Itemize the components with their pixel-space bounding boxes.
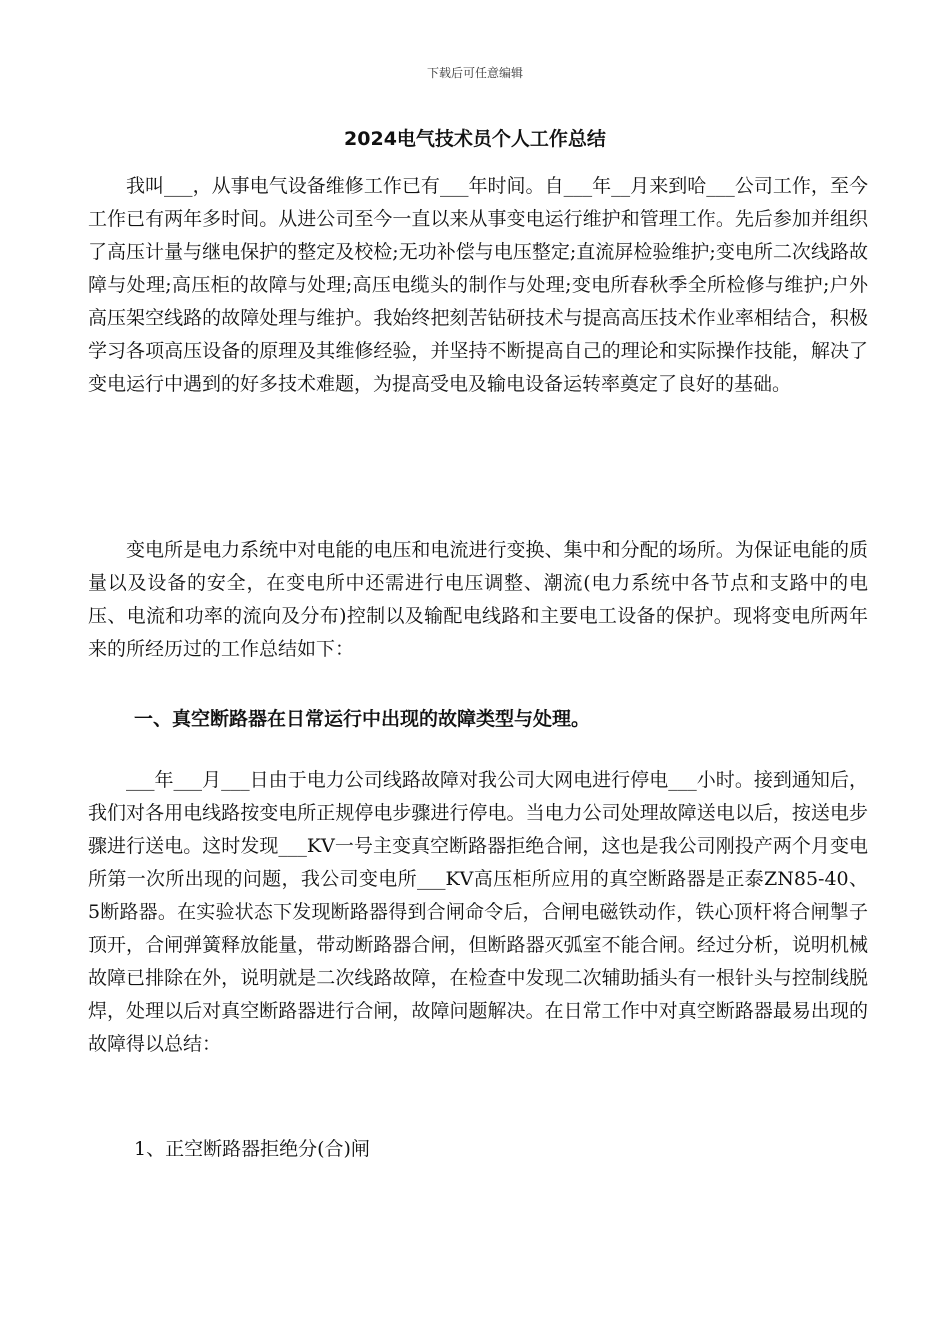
paragraph-substation: 变电所是电力系统中对电能的电压和电流进行变换、集中和分配的场所。为保证电能的质量以及设备的安全，在变电所中还需进行电压调整、潮流(电力系统中各节点和支路中的电压、电流和功率的流向及分布)控制以及输配电线路和主要电工设备的保护。现将变电所两年来的所经历过的工作总结如下： <box>88 539 868 660</box>
section-heading: 一、真空断路器在日常运行中出现的故障类型与处理。 <box>134 708 591 730</box>
paragraph-intro: 我叫___，从事电气设备维修工作已有___年时间。自___年__月来到哈___公司工作，至今工作已有两年多时间。从进公司至今一直以来从事变电运行维护和管理工作。先后参加并组织了高压计量与继电保护的整定及校检;无功补偿与电压整定;直流屏检验维护;变电所二次线路故障与处理;高压柜的故障与处理;高压电缆头的制作与处理;变电所春秋季全所检修与维护;户外高压架空线路的故障处理与维护。我始终把刻苦钻研技术与提高高压技术作业率相结合，积极学习各项高压设备的原理及其维修经验，并坚持不断提高自己的理论和实际操作技能，解决了变电运行中遇到的好多技术难题，为提高受电及输电设备运转率奠定了良好的基础。 <box>88 175 868 395</box>
document-title: 2024电气技术员个人工作总结 <box>344 128 606 150</box>
paragraph-fault-case: ___年___月___日由于电力公司线路故障对我公司大网电进行停电___小时。接到通知后，我们对各用电线路按变电所正规停电步骤进行停电。当电力公司处理故障送电以后，按送电步骤进行送电。这时发现___KV一号主变真空断路器拒绝合闸，这也是我公司刚投产两个月变电所第一次所出现的问题，我公司变电所___KV高压柜所应用的真空断路器是正泰ZN85-40、5断路器。在实验状态下发现断路器得到合闸命令后，合闸电磁铁动作，铁心顶杆将合闸掣子顶开，合闸弹簧释放能量，带动断路器合闸，但断路器灭弧室不能合闸。经过分析，说明机械故障已排除在外，说明就是二次线路故障，在检查中发现二次辅助插头有一根针头与控制线脱焊，处理以后对真空断路器进行合闸，故障问题解决。在日常工作中对真空断路器最易出现的故障得以总结： <box>88 769 868 1055</box>
header-note: 下载后可任意编辑 <box>426 66 523 80</box>
subheading: 1、正空断路器拒绝分(合)闸 <box>134 1138 370 1160</box>
